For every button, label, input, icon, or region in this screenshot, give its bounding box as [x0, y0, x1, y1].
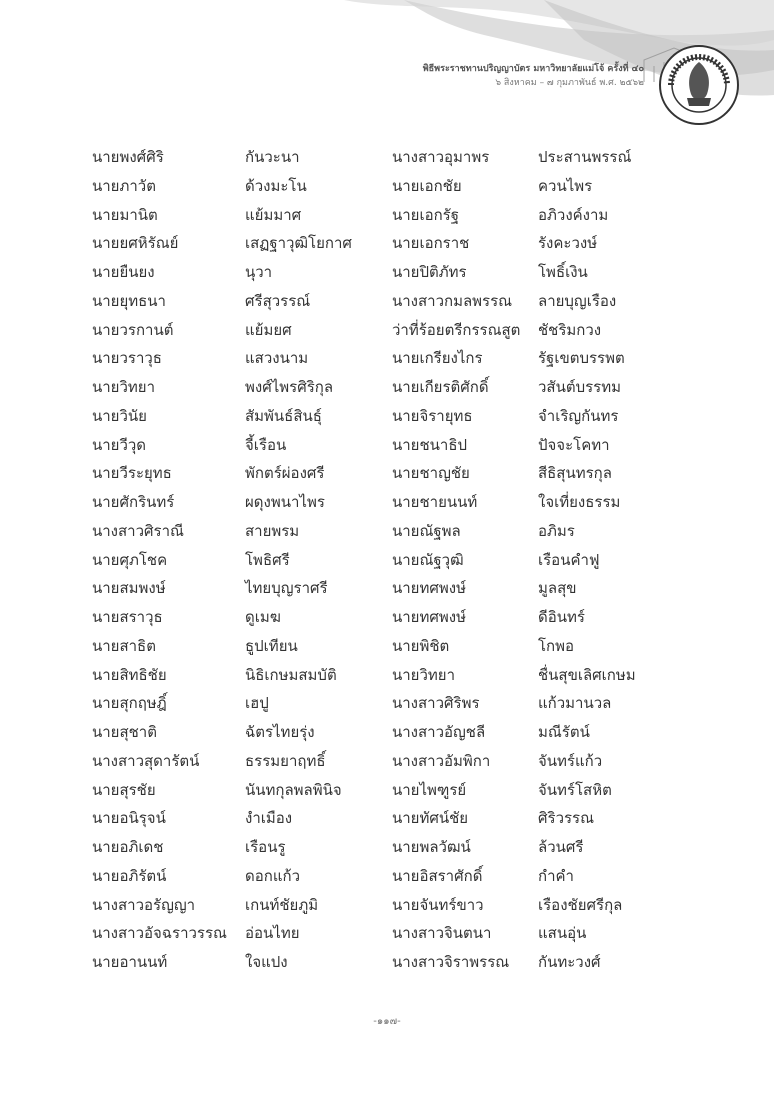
- right-first-name: นายทศพงษ์: [392, 579, 466, 598]
- right-first-name: นายพลวัฒน์: [392, 838, 471, 856]
- left-first-name: นายวินัย: [92, 406, 147, 425]
- name-row: [92, 287, 692, 316]
- name-row: [92, 459, 692, 488]
- right-first-name: นายจันทร์ขาว: [392, 895, 484, 914]
- right-last-name: อภิมร: [538, 521, 575, 540]
- left-last-name: พักตร์ผ่องศรี: [245, 464, 325, 483]
- ceremony-date: ๖ สิงหาคม – ๗ กุมภาพันธ์ พ.ศ. ๒๕๖๒: [495, 78, 644, 88]
- left-last-name: จี้เรือน: [245, 435, 287, 454]
- right-last-name: ดีอินทร์: [538, 608, 585, 626]
- name-row: [92, 661, 692, 690]
- left-last-name: เฮปู: [245, 694, 269, 713]
- right-last-name: อภิวงค์งาม: [538, 205, 609, 224]
- name-row: [92, 718, 692, 747]
- name-row: [92, 776, 692, 805]
- right-first-name: นายจิรายุทธ: [392, 406, 473, 425]
- name-row: [92, 546, 692, 575]
- left-last-name: ด้วงมะโน: [245, 176, 307, 195]
- name-row: [92, 402, 692, 431]
- left-last-name: พงศ์ไพรศิริกุล: [245, 378, 334, 396]
- right-first-name: นายเอกรัฐ: [392, 205, 460, 224]
- right-last-name: เรืองชัยศรีกุล: [538, 895, 623, 914]
- right-first-name: นางสาวกมลพรรณ: [392, 291, 513, 310]
- right-last-name: ชัชริมกวง: [538, 320, 602, 339]
- left-first-name: นายยืนยง: [92, 263, 155, 281]
- right-first-name: นายทศพงษ์: [392, 608, 466, 626]
- name-row: [92, 747, 692, 776]
- left-last-name: กันวะนา: [245, 148, 300, 166]
- right-last-name: แก้วมานวล: [538, 694, 612, 713]
- left-last-name: เกนท์ชัยภูมิ: [245, 895, 319, 914]
- left-last-name: เสฏฐาวุฒิโยกาศ: [245, 234, 352, 253]
- left-first-name: นายอภิเดช: [92, 838, 164, 856]
- left-first-name: นายภาวัต: [92, 176, 156, 195]
- right-last-name: จันทร์โสหิต: [538, 780, 612, 799]
- right-last-name: รังคะวงษ์: [538, 234, 598, 253]
- left-first-name: นายอนิรุจน์: [92, 809, 166, 828]
- left-last-name: งำเมือง: [245, 809, 293, 828]
- right-first-name: นางสาวอุมาพร: [392, 148, 490, 166]
- right-first-name: นายณัฐพล: [392, 521, 461, 540]
- left-first-name: นายสาธิต: [92, 636, 156, 655]
- right-last-name: แสนอุ่น: [538, 924, 587, 943]
- left-first-name: นายสุกฤษฎิ์: [92, 694, 167, 713]
- name-row: [92, 862, 692, 891]
- left-last-name: ธรรมยาฤทธิ์: [245, 751, 326, 770]
- left-first-name: นายยศหิรัณย์: [92, 234, 179, 253]
- left-last-name: แย้มมาศ: [245, 205, 302, 224]
- right-last-name: โกพอ: [538, 636, 575, 655]
- name-row: [92, 373, 692, 402]
- right-last-name: ประสานพรรณ์: [538, 148, 632, 166]
- left-first-name: นายอภิรัตน์: [92, 866, 167, 885]
- page-number: -๑๑๗-: [373, 1016, 401, 1027]
- right-first-name: นายพิชิต: [392, 636, 450, 655]
- right-first-name: นางสาวศิริพร: [392, 694, 480, 713]
- right-last-name: ลายบุญเรือง: [538, 291, 617, 310]
- name-row: [92, 258, 692, 287]
- right-first-name: นางสาวอัมพิกา: [392, 751, 491, 770]
- name-row: [92, 833, 692, 862]
- right-last-name: สีธิสุนทรกุล: [538, 464, 612, 483]
- left-last-name: ดูเมฆ: [245, 608, 281, 626]
- name-row: [92, 574, 692, 603]
- left-first-name: นายอานนท์: [92, 953, 168, 971]
- name-row: [92, 229, 692, 258]
- left-first-name: นายวราวุธ: [92, 349, 162, 368]
- right-last-name: จันทร์แก้ว: [538, 751, 603, 770]
- left-last-name: ฉัตรไทยรุ่ง: [245, 723, 315, 741]
- left-last-name: ธูปเทียน: [245, 636, 298, 655]
- right-first-name: นายเอกราช: [392, 234, 470, 253]
- left-last-name: นิธิเกษมสมบัติ: [245, 665, 337, 684]
- right-last-name: ล้วนศรี: [538, 838, 584, 856]
- left-first-name: นายสุชาติ: [92, 723, 157, 741]
- left-last-name: นุวา: [245, 263, 273, 281]
- left-first-name: นางสาวสุดารัตน์: [92, 751, 200, 770]
- left-last-name: ไทยบุญราศรี: [245, 579, 328, 598]
- left-last-name: แสวงนาม: [245, 349, 309, 368]
- left-first-name: นายยุทธนา: [92, 291, 166, 310]
- left-first-name: นายวิทยา: [92, 378, 155, 396]
- right-last-name: ศิริวรรณ: [538, 809, 595, 828]
- right-last-name: โพธิ์เงิน: [538, 263, 588, 281]
- name-row: [92, 891, 692, 920]
- right-first-name: นายชายนนท์: [392, 493, 478, 511]
- right-first-name: นายอิสราศักดิ์: [392, 866, 483, 885]
- left-last-name: ศรีสุวรรณ์: [245, 291, 311, 310]
- right-last-name: กำคำ: [538, 866, 574, 885]
- ceremony-title: พิธีพระราชทานปริญญาบัตร มหาวิทยาลัยแม่โจ้ ครั้งที่ ๔๐: [422, 64, 644, 74]
- graduate-name-list: [92, 143, 692, 977]
- left-first-name: นายพงศ์ศิริ: [92, 148, 164, 166]
- document-header: [423, 62, 644, 90]
- left-first-name: นายวรกานต์: [92, 320, 174, 339]
- left-first-name: นางสาวอัจฉราวรรณ: [92, 924, 227, 943]
- right-last-name: มูลสุข: [538, 579, 577, 598]
- right-first-name: นายณัฐวุฒิ: [392, 550, 464, 569]
- left-first-name: นายสุรชัย: [92, 780, 156, 799]
- right-last-name: มณีรัตน์: [538, 723, 590, 741]
- right-first-name: นายชาญชัย: [392, 464, 470, 483]
- right-last-name: ปัจจะโคทา: [538, 435, 610, 454]
- name-row: [92, 431, 692, 460]
- right-last-name: ควนไพร: [538, 176, 593, 195]
- right-last-name: กันทะวงศ์: [538, 953, 601, 971]
- name-row: [92, 316, 692, 345]
- right-first-name: นายทัศน์ชัย: [392, 809, 469, 828]
- left-first-name: นายศุภโชค: [92, 550, 168, 569]
- right-last-name: ใจเที่ยงธรรม: [538, 493, 621, 511]
- left-first-name: นายวีระยุทธ: [92, 464, 172, 483]
- left-first-name: นางสาวศิราณี: [92, 521, 184, 540]
- left-last-name: นันทกุลพลพินิจ: [245, 780, 342, 799]
- name-row: [92, 172, 692, 201]
- right-first-name: นายไพฑูรย์: [392, 780, 467, 799]
- right-first-name: นายชนาธิป: [392, 435, 467, 454]
- right-last-name: ชื่นสุขเลิศเกษม: [538, 665, 636, 684]
- name-row: [92, 919, 692, 948]
- left-last-name: อ่อนไทย: [245, 924, 300, 943]
- name-row: [92, 488, 692, 517]
- left-first-name: นายสมพงษ์: [92, 579, 166, 598]
- left-first-name: นายสราวุธ: [92, 608, 163, 626]
- right-first-name: นายปิติภัทร: [392, 263, 467, 281]
- right-last-name: รัฐเขตบรรพต: [538, 349, 625, 368]
- right-first-name: นายเกรียงไกร: [392, 349, 483, 368]
- right-last-name: เรือนคำฟู: [538, 550, 600, 569]
- left-last-name: โพธิศรี: [245, 550, 290, 569]
- name-row: [92, 517, 692, 546]
- university-seal-icon: [658, 44, 740, 126]
- name-row: [92, 201, 692, 230]
- name-row: [92, 143, 692, 172]
- name-row: [92, 632, 692, 661]
- left-last-name: สายพรม: [245, 521, 300, 540]
- left-first-name: นางสาวอรัญญา: [92, 895, 196, 914]
- name-row: [92, 948, 692, 977]
- right-last-name: จำเริญกันทร: [538, 406, 619, 425]
- left-last-name: ผดุงพนาไพร: [245, 493, 325, 511]
- right-first-name: นางสาวจินตนา: [392, 924, 492, 943]
- left-last-name: สัมพันธ์สินธุ์: [245, 406, 322, 425]
- left-last-name: ใจแปง: [245, 953, 288, 971]
- name-row: [92, 689, 692, 718]
- left-last-name: เรือนรู: [245, 838, 286, 856]
- name-row: [92, 603, 692, 632]
- right-first-name: นางสาวอัญชลี: [392, 723, 486, 741]
- right-last-name: วสันต์บรรทม: [538, 378, 621, 396]
- right-first-name: นางสาวจิราพรรณ: [392, 953, 510, 971]
- left-first-name: นายสิทธิชัย: [92, 665, 167, 684]
- left-first-name: นายวีวุด: [92, 435, 147, 454]
- right-first-name: นายเกียรติศักดิ์: [392, 378, 489, 396]
- name-row: [92, 344, 692, 373]
- left-first-name: นายมานิต: [92, 205, 158, 224]
- right-first-name: นายวิทยา: [392, 665, 455, 684]
- name-row: [92, 804, 692, 833]
- right-first-name: ว่าที่ร้อยตรีกรรณสูต: [392, 320, 521, 339]
- left-last-name: ดอกแก้ว: [245, 866, 301, 885]
- right-first-name: นายเอกชัย: [392, 176, 462, 195]
- left-last-name: แย้มยศ: [245, 320, 292, 339]
- left-first-name: นายศักรินทร์: [92, 493, 175, 511]
